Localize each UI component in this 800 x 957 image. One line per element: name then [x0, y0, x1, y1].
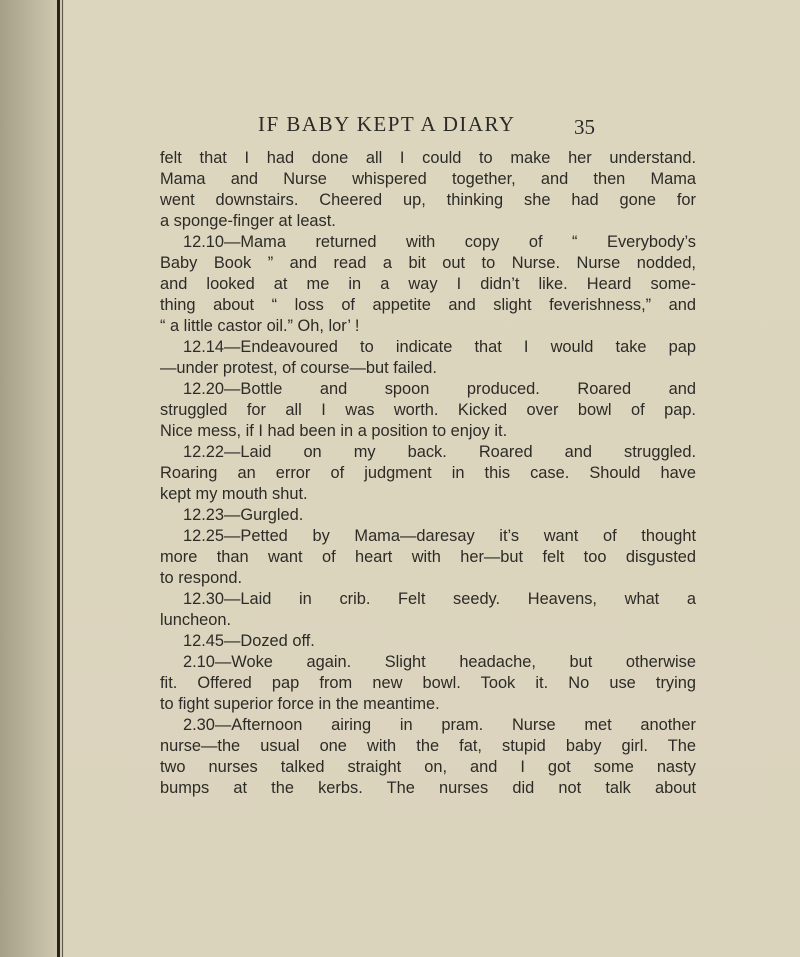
text-line: 12.22—Laid on my back. Roared and struggled. — [183, 443, 696, 461]
text-line: 2.10—Woke again. Slight headache, but otherwise — [183, 653, 696, 671]
text-line: 12.23—Gurgled. — [183, 506, 304, 524]
text-line: Nice mess, if I had been in a position to enjoy it. — [160, 422, 508, 440]
text-line: 12.25—Petted by Mama—daresay it’s want of thought — [183, 527, 696, 545]
text-line: Mama and Nurse whispered together, and then Mama — [160, 170, 696, 188]
text-line: thing about “ loss of appetite and slight feverishness,” and — [160, 296, 696, 314]
page — [64, 0, 800, 957]
text-line: 2.30—Afternoon airing in pram. Nurse met another — [183, 716, 696, 734]
text-line: kept my mouth shut. — [160, 485, 308, 503]
text-line: 12.30—Laid in crib. Felt seedy. Heavens, what a — [183, 590, 696, 608]
text-line: Baby Book ” and read a bit out to Nurse. Nurse nodded, — [160, 254, 696, 272]
text-line: “ a little castor oil.” Oh, lor’ ! — [160, 317, 360, 335]
running-head — [64, 110, 800, 142]
text-line: Roaring an error of judgment in this case. Should have — [160, 464, 696, 482]
text-line: more than want of heart with her—but felt too disgusted — [160, 548, 696, 566]
text-line: —under protest, of course—but failed. — [160, 359, 437, 377]
text-line: felt that I had done all I could to make her understand. — [160, 149, 696, 167]
text-line: nurse—the usual one with the fat, stupid baby girl. The — [160, 737, 696, 755]
text-line: 12.20—Bottle and spoon produced. Roared and — [183, 380, 696, 398]
text-line: two nurses talked straight on, and I got some nasty — [160, 758, 696, 776]
text-line: and looked at me in a way I didn’t like. Heard some- — [160, 275, 696, 293]
text-line: 12.10—Mama returned with copy of “ Everybody’s — [183, 233, 696, 251]
page-number: 35 — [574, 115, 595, 139]
text-line: went downstairs. Cheered up, thinking she had gone for — [160, 191, 696, 209]
text-line: a sponge-finger at least. — [160, 212, 336, 230]
running-title: IF BABY KEPT A DIARY — [258, 112, 516, 136]
text-line: 12.45—Dozed off. — [183, 632, 315, 650]
binding-shadow-line — [62, 0, 63, 957]
text-line: fit. Offered pap from new bowl. Took it. No use trying — [160, 674, 696, 692]
text-line: bumps at the kerbs. The nurses did not talk about — [160, 779, 696, 797]
text-line: to respond. — [160, 569, 243, 587]
book-gutter — [0, 0, 64, 957]
body-text — [160, 148, 696, 799]
text-line: 12.14—Endeavoured to indicate that I would take pap — [183, 338, 696, 356]
binding-edge-line — [57, 0, 60, 957]
text-line: luncheon. — [160, 611, 232, 629]
text-line: struggled for all I was worth. Kicked over bowl of pap. — [160, 401, 696, 419]
text-line: to fight superior force in the meantime. — [160, 695, 440, 713]
